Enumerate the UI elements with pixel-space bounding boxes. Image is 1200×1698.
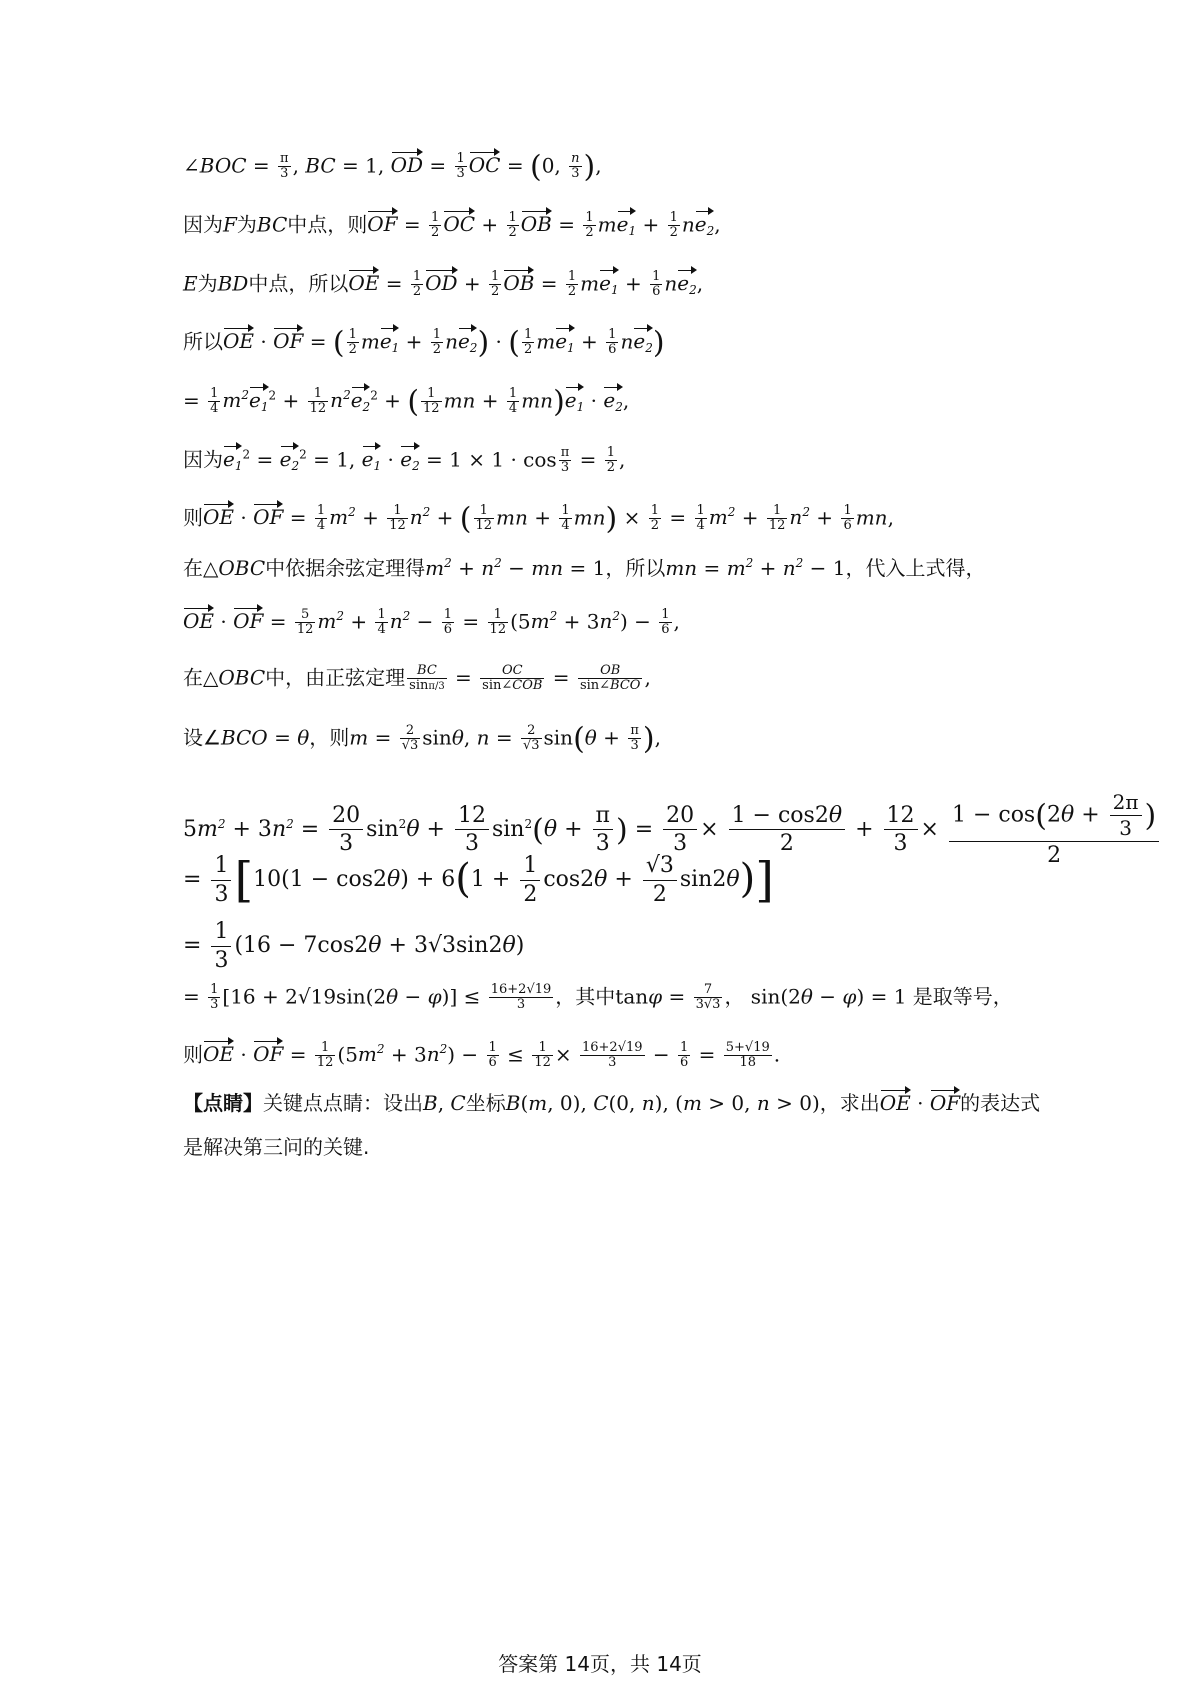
eq-line-15: = $\frac{1}{3}$ [16 + 2√19sin(2θ − φ)] ≤ $\frac{16+2√19}{3}$ ，其中tanφ = $\frac{7}{3√3}$ ， sin(2θ − φ) = 1 是取等号， [183, 982, 1013, 1013]
eq-line-3: E为BD中点，所以OE = $\frac{1}{2}$ OD + $\frac{1}{2}$ OB = $\frac{1}{2}$ $me_1$ + $\frac{1}{6}$ $ne_2$, [183, 269, 704, 300]
eq-line-16: 则OE · OF = $\frac{1}{12}$ $(5m^2 + 3n^2)$ − $\frac{1}{6}$ ≤ $\frac{1}{12}$ × $\frac{16+2√19}{3}$ − $\frac{1}{6}$ = $\frac{5+√19}{18}$ . [183, 1040, 781, 1071]
note-line-1: 【点睛】关键点点睛：设出B, C坐标B(m, 0), C(0, n), (m > 0, n > 0)，求出OE · OF的表达式 [183, 1091, 1041, 1115]
eq-line-1: ∠BOC = $\frac{\pi}{3}$ , BC = 1, OD = $\frac{1}{3}$ OC = (0, $\frac{n}{3}$ ), [183, 149, 602, 185]
eq-line-8: 在△OBC中依据余弦定理得$m^2 + n^2$ − mn = 1，所以mn = $m^2 + n^2 - 1$，代入上式得， [183, 556, 986, 580]
eq-line-6: 因为$e_1^2 = e_2^2 = 1$, $e_1 \cdot e_2 = 1 \times 1 \cdot \cos$ $\frac{\pi}{3}$ = $\frac{1}{2}$ , [183, 445, 626, 476]
eq-line-9: OE · OF = $\frac{5}{12}$ $m^2$ + $\frac{1}{4}$ $n^2$ − $\frac{1}{6}$ = $\frac{1}{12}$ $(5m^2 + 3n^2)$ − $\frac{1}{6}$ , [183, 607, 680, 638]
page-footer: 答案第 14页，共 14页 [498, 1652, 702, 1676]
note-line-2: 是解决第三问的关键. [183, 1135, 370, 1159]
eq-line-11: 设∠BCO = θ，则m = $\frac{2}{√3}$ sinθ, n = $\frac{2}{√3}$ sin(θ + $\frac{\pi}{3}$ ), [183, 721, 661, 757]
eq-line-10: 在△OBC中，由正弦定理 $\frac{BC}{\sin\pi/3}$ = $\frac{OC}{\text{sin∠COB}}$ = $\frac{OB}{\text{sin∠BCO}}$ , [183, 663, 651, 694]
eq-line-14: = $\frac{1}{3}$ (16 − 7cos2θ + 3√3sin2θ) [183, 919, 525, 973]
note-tag: 【点睛】 [183, 1091, 263, 1115]
eq-line-2: 因为F为BC中点，则OF = $\frac{1}{2}$ OC + $\frac{1}{2}$ OB = $\frac{1}{2}$ $me_1$ + $\frac{1}{2}$ $ne_2$, [183, 210, 721, 241]
eq-line-12: $5m^2 + 3n^2$ = $\frac{20}{3}$ $\sin^2\theta$ + $\frac{12}{3}$ $\sin^2(\theta$ + $\frac{\pi}{3}$ ) = $\frac{20}{3}$ × $\frac{1 - \cos 2\theta}{2}$ + $\frac{12}{3}$ × 1 − cos(2θ + $\frac{2\pi}{3}$ ) 2 [183, 790, 1162, 870]
eq-line-5: = $\frac{1}{4}$ $m^2e_1^2$ + $\frac{1}{12}$ $n^2e_2^2$ + ( $\frac{1}{12}$ mn + $\frac{1}{4}$ $mn)e_1 \cdot e_2$, [183, 384, 630, 420]
eq-line-4: 所以OE · OF = ( $\frac{1}{2}$ $me_1$ + $\frac{1}{2}$ $ne_2$) · ( $\frac{1}{2}$ $me_1$ + $\frac{1}{6}$ $ne_2$) [183, 325, 665, 361]
eq-line-13: = $\frac{1}{3}$ [10(1 − cos2θ) + 6(1 + $\frac{1}{2}$ cos2θ + $\frac{√3}{2}$ sin2θ)] [183, 852, 774, 908]
eq-line-7: 则OE · OF = $\frac{1}{4}$ $m^2$ + $\frac{1}{12}$ $n^2$ + ( $\frac{1}{12}$ mn + $\frac{1}{4}$ mn) × $\frac{1}{2}$ = $\frac{1}{4}$ $m^2$ + $\frac{1}{12}$ $n^2$ + $\frac{1}{6}$ mn, [183, 501, 894, 537]
